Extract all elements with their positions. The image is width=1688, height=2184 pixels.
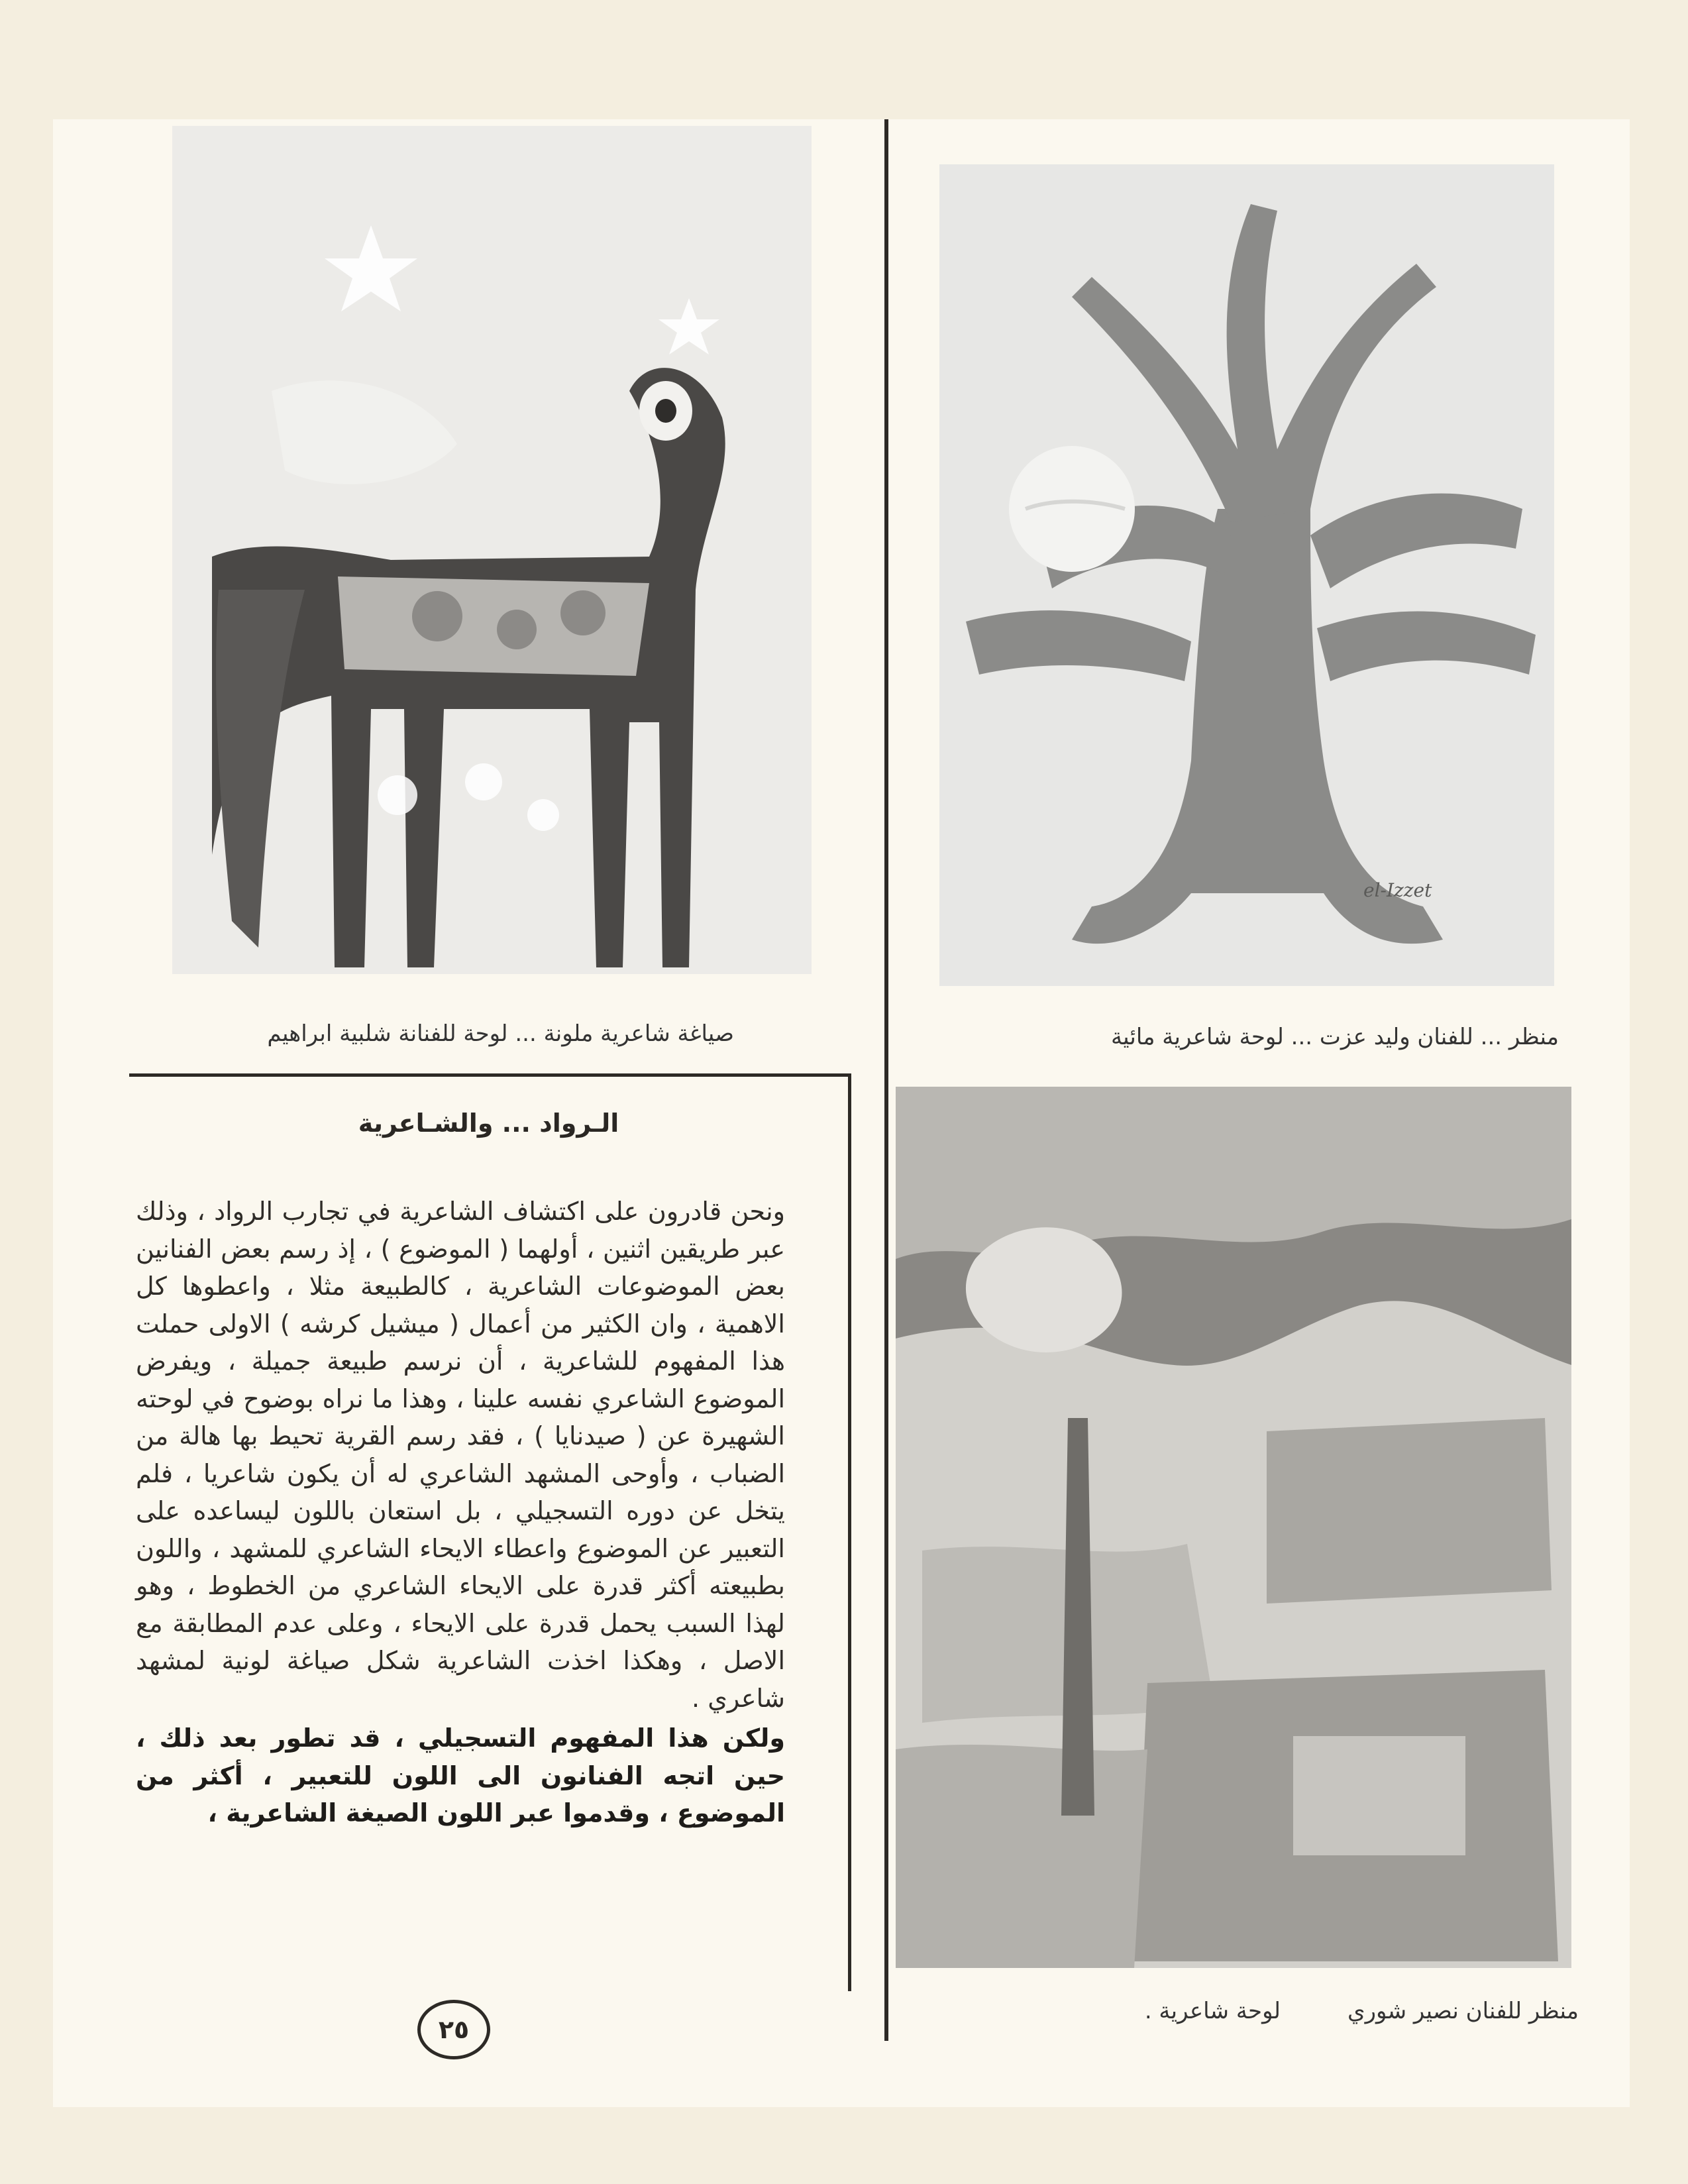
- landscape-painting: [896, 1087, 1571, 1968]
- article-box: [129, 1073, 851, 1991]
- horse-illustration: [172, 126, 812, 974]
- page-number: ٢٥: [417, 2000, 490, 2059]
- horse-caption: صياغة شاعرية ملونة ... لوحة للفنانة شلبية ابراهيم: [267, 1020, 734, 1047]
- landscape-caption-artist: منظر للفنان نصير شوري: [1347, 1998, 1579, 2024]
- landscape-caption-note: لوحة شاعرية .: [1144, 1998, 1281, 2024]
- tree-caption: منظر ... للفنان وليد عزت ... لوحة شاعرية مائية: [1110, 1024, 1559, 1050]
- landscape-illustration: [896, 1087, 1571, 1968]
- article-paragraph: ونحن قادرون على اكتشاف الشاعرية في تجارب الرواد ، وذلك عبر طريقين اثنين ، أولهما ( الموضوع ) ، إذ رسم بعض الفنانين بعض الموضوعات الشاعرية ، كالطبيعة مثلا ، واعطوها كل الاهمية ، وان الكثير من أعمال ( ميشيل كرشه ) الاولى حملت هذا المفهوم للشاعرية ، أن نرسم طبيعة جميلة ، ويفرض الموضوع الشاعري نفسه علينا ، وهذا ما نراه بوضوح في لوحته الشهيرة عن ( صيدنايا ) ، فقد رسم القرية تحيط بها هالة من الضباب ، وأوحى المشهد الشاعري له أن يكون شاعريا ، فلم يتخل عن دوره التسجيلي ، بل استعان باللون ليساعده على التعبير عن الموضوع واعطاء الايحاء الشاعري للمشهد ، واللون بطبيعته أكثر قدرة على الايحاء الشاعري من الخطوط ، وهو لهذا السبب يحمل قدرة على الايحاء ، وعلى عدم المطابقة مع الاصل ، وهكذا اخذت الشاعرية شكل صياغة لونية لمشهد شاعري .: [136, 1197, 785, 1713]
- article-body: [136, 1193, 785, 1832]
- horse-painting: [172, 126, 812, 974]
- article-bold-paragraph: ولكن هذا المفهوم التسجيلي ، قد تطور بعد ذلك ، حين اتجه الفنانون الى اللون للتعبير ، أكثر من الموضوع ، وقدموا عبر اللون الصيغة الشاعرية ،: [136, 1723, 785, 1828]
- column-divider: [884, 119, 888, 2041]
- article-title: الـرواد ... والشـاعرية: [358, 1109, 619, 1138]
- tree-illustration: [939, 164, 1554, 986]
- tree-signature: el-Izzet: [1363, 879, 1432, 901]
- tree-painting: [939, 164, 1554, 986]
